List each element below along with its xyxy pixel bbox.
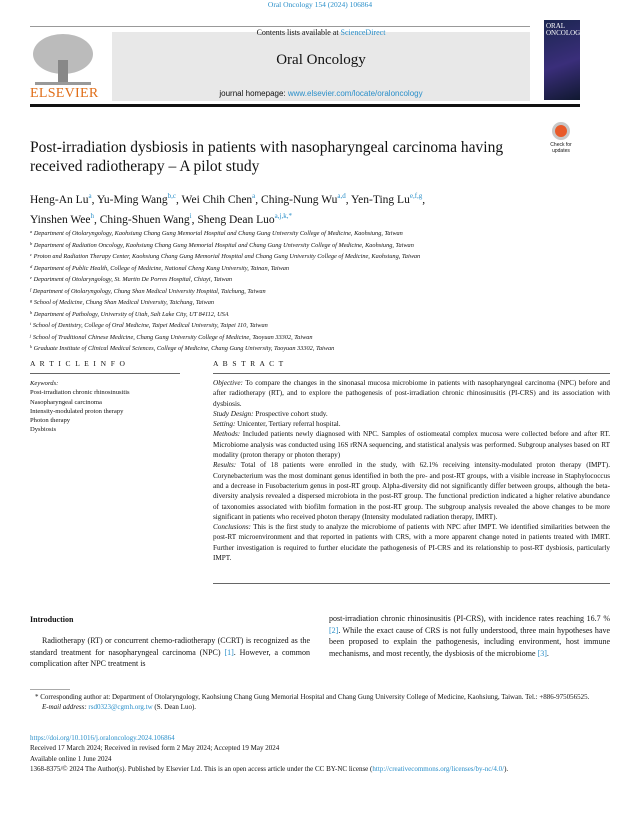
- abstract-section-text: Included patients newly diagnosed with NPC. Samples of ostiomeatal complex mucosa were collected before and after RT. Microbiome analysis was conducted using 16S rRNA sequencing, and statistical analysis was performed. Subgroup analyses based on RT modality (proton therapy or photon therapy): [213, 430, 610, 460]
- abstract-heading: A B S T R A C T: [213, 359, 285, 368]
- author-list: Heng-An Lu$^a$, Yu-Ming Wang$^{b,c}$, Wei Chih Chen$^a$, Ching-Nung Wu$^{a,d}$, Yen-Ting Lu$^{e,f,g}$, Yinshen Wee$^h$, Ching-Shuen Wang$^i$, Sheng Dean Luo$^{a,j,k,*}$: [30, 192, 426, 226]
- affiliation-key: e: [30, 275, 32, 280]
- corresponding-author-footnote: [30, 692, 610, 712]
- keyword: Dysbiosis: [30, 426, 57, 434]
- affiliation-text: Proton and Radiation Therapy Center, Kaohsiung Chang Gung Memorial Hospital and Chang Gung University College of Medicine, Kaohsiung, Taiwan: [33, 253, 421, 260]
- divider: [30, 104, 580, 107]
- affiliation: [30, 296, 610, 308]
- affiliation: [30, 250, 610, 262]
- author-affiliation-marker[interactable]: i: [189, 212, 192, 220]
- journal-name: Oral Oncology: [276, 52, 366, 68]
- affiliation-list: [30, 227, 610, 354]
- check-updates-icon: [552, 122, 570, 140]
- affiliation: [30, 273, 610, 285]
- article-metadata: [30, 733, 610, 774]
- affiliation: [30, 227, 610, 239]
- divider: [30, 689, 70, 690]
- author-name[interactable]: Wei Chih Chen: [181, 194, 253, 206]
- abstract-section: [213, 378, 610, 409]
- abstract-section: [213, 419, 610, 429]
- abstract-section-label: Conclusions:: [213, 523, 251, 532]
- badge-label: Check for updates: [550, 142, 572, 154]
- abstract-section-text: This is the first study to analyze the microbiome of patients with NPC after IMPT. We identified similarities between the post-RT microenvironment and that reported in patients with CRS, with a more apparent change noted in patients treated with IMRT. Further investigation is required to further elucidate the pathogenesis of PI-CRS and its relationship to post-RT dysbiosis, particularly IMPT.: [213, 523, 610, 563]
- author-name[interactable]: Yen-Ting Lu: [351, 194, 410, 206]
- received-dates: Received 17 March 2024; Received in revised form 2 May 2024; Accepted 19 May 2024: [30, 744, 280, 753]
- affiliation-text: Department of Otolaryngology, St. Martin De Porres Hospital, Chiayi, Taiwan: [33, 276, 232, 283]
- affiliation-key: h: [30, 309, 33, 315]
- keyword: Nasopharyngeal carcinoma: [30, 398, 102, 406]
- text: Radiotherapy (RT) or concurrent chemo-radiotherapy (CCRT) is recognized as the standard treatment for nasopharyngeal carcinoma (NPC): [30, 636, 310, 657]
- abstract-section-text: Prospective cohort study.: [253, 409, 328, 418]
- sciencedirect-link[interactable]: ScienceDirect: [340, 28, 386, 37]
- homepage-label: journal homepage:: [219, 89, 288, 98]
- abstract-section: [213, 429, 610, 460]
- affiliation-key: j: [30, 332, 32, 338]
- affiliation-text: Department of Otolaryngology, Chung Shan Medical University Hospital, Taichung, Taiwan: [32, 287, 266, 295]
- author-name[interactable]: Ching-Shuen Wang: [99, 214, 190, 226]
- affiliation: [30, 342, 610, 354]
- abstract-section-text: Total of 18 patients were enrolled in the study, with 62.1% receiving intensity-modulated proton therapy (IMPT). Corynebacterium was the most dominant genus identified in both the pre- and post-RT groups, with a visible increase in Staphylococcus and a decrease in Fusobacterium genus in post-RT group. Alpha-diversity did not significantly differ between groups, although the beta-diversity analysis revealed a dispersed microbiota in the post-RT group. The functional prediction indicated a higher relative abundance of taxonomies associated with biofilm formation in the post-RT group. The subgroup analysis revealed the above changes to be more significant in patients who received photon therapy (Intensity modulated radiation therapy, IMRT).: [213, 461, 610, 521]
- ref-link[interactable]: [1]: [224, 647, 234, 657]
- affiliation-key: k: [30, 344, 32, 349]
- section-heading-introduction: Introduction: [30, 615, 74, 624]
- abstract-section: [213, 522, 610, 563]
- affiliation-text: Department of Pathology, University of Utah, Salt Lake City, UT 84112, USA: [33, 310, 229, 318]
- abstract-section-text: To compare the changes in the sinonasal mucosa microbiome in patients with nasopharyngeal carcinoma (NPC) before and after radiotherapy (RT), and to explore the pathogenesis of post-irradiation chronic rhinosinusitis (PI-CRS) and its association with dysbiosis.: [213, 379, 610, 408]
- intro-paragraph-continued: [329, 613, 610, 660]
- abstract-section: [213, 409, 610, 419]
- author-name[interactable]: Yu-Ming Wang: [96, 194, 168, 206]
- author-name[interactable]: Sheng Dean Luo: [197, 214, 275, 226]
- author-affiliation-marker[interactable]: a: [252, 192, 256, 200]
- text: (S. Dean Luo).: [152, 703, 197, 711]
- keyword: Post-irradiation chronic rhinosinusitis: [30, 389, 130, 397]
- text: . While the exact cause of CRS is not fully understood, three main hypotheses have been proposed to explain the pathogenesis, including environment, host immune mechanisms, and most recently, the dysbiosis of the microbiome: [329, 625, 610, 659]
- affiliation: [30, 308, 610, 320]
- affiliation: [30, 239, 610, 251]
- abstract-section-label: Study Design:: [213, 409, 254, 418]
- abstract-section-label: Setting:: [213, 420, 236, 429]
- affiliation-text: School of Medicine, Chung Shan Medical University, Taichung, Taiwan: [33, 299, 215, 306]
- affiliation-text: Department of Otolaryngology, Kaohsiung Chang Gung Memorial Hospital and Chang Gung University College of Medicine, Kaohsiung, Taiwan: [33, 230, 403, 237]
- affiliation: [30, 331, 610, 343]
- author-affiliation-marker[interactable]: b,c: [167, 192, 176, 200]
- affiliation-text: Graduate Institute of Clinical Medical Sciences, College of Medicine, Chang Gung University, Taoyuan 33302, Taiwan: [33, 345, 335, 352]
- footnote-text: * Corresponding author at: Department of Otolaryngology, Kaohsiung Chang Gung Memorial Hospital and Chang Gung University College of Medicine, Kaohsiung, Taiwan. Tel.: +886-975056525.: [35, 693, 590, 701]
- affiliation-text: Department of Public Health, College of Medicine, National Cheng Kung University, Tainan, Taiwan: [33, 264, 290, 272]
- elsevier-wordmark: ELSEVIER: [30, 86, 99, 101]
- contents-label: Contents lists available at: [256, 28, 341, 37]
- intro-paragraph: [30, 635, 310, 670]
- text: .: [546, 649, 549, 659]
- keywords: [30, 379, 190, 435]
- abstract-section: [213, 460, 610, 522]
- check-for-updates-button[interactable]: [543, 122, 579, 158]
- affiliation-key: f: [30, 286, 32, 292]
- affiliation-text: Department of Radiation Oncology, Kaohsiung Chang Gung Memorial Hospital and Chang Gung University College of Medicine, Kaohsiung, Taiwan: [33, 241, 414, 249]
- keyword: Intensity-modulated proton therapy: [30, 407, 124, 415]
- article-info-heading: A R T I C L E I N F O: [30, 359, 127, 368]
- text: . However, a common complication after NPC treatment is: [30, 647, 311, 669]
- author-affiliation-marker[interactable]: a,d: [337, 192, 346, 200]
- text: post-irradiation chronic rhinosinusitis (PI-CRS), with incidence rates reaching 16.7 %: [329, 614, 610, 623]
- abstract-section-text: Unicenter, Tertiary referral hospital.: [235, 420, 341, 429]
- affiliation-key: d: [30, 263, 33, 269]
- affiliation: [30, 285, 610, 297]
- article-title: Post-irradiation dysbiosis in patients with nasopharyngeal carcinoma having received radiotherapy – A pilot study: [30, 139, 504, 175]
- affiliation-text: School of Dentistry, College of Oral Medicine, Taipei Medical University, Taipei 110, Taiwan: [32, 322, 268, 329]
- divider: [30, 26, 530, 27]
- journal-header: [112, 28, 530, 101]
- affiliation-key: i: [30, 321, 32, 326]
- abstract-section-label: Results:: [213, 461, 237, 470]
- doi-link[interactable]: https://doi.org/10.1016/j.oraloncology.2024.106864: [30, 734, 175, 742]
- author-name[interactable]: Yinshen Wee: [30, 214, 91, 226]
- affiliation-key: c: [30, 252, 32, 257]
- author-affiliation-marker[interactable]: a,j,k,*: [274, 212, 292, 220]
- affiliation-key: a: [30, 229, 33, 234]
- keyword: Photon therapy: [30, 417, 71, 425]
- divider: [213, 583, 610, 584]
- affiliation: [30, 319, 610, 331]
- abstract-section-label: Methods:: [213, 430, 241, 439]
- abstract-body: [213, 378, 610, 563]
- journal-citation[interactable]: Oral Oncology 154 (2024) 106864: [267, 0, 373, 9]
- email-link[interactable]: rsd0323@cgmh.org.tw: [88, 703, 153, 711]
- email-label: E-mail address:: [42, 703, 89, 711]
- keywords-label: Keywords:: [30, 380, 59, 387]
- license-link[interactable]: http://creativecommons.org/licenses/by-nc/4.0/: [372, 764, 505, 773]
- affiliation-text: School of Traditional Chinese Medicine, Chang Gung University College of Medicine, Taoyuan 33302, Taiwan: [32, 333, 313, 341]
- online-date: Available online 1 June 2024: [30, 754, 112, 763]
- abstract-section-label: Objective:: [213, 379, 243, 387]
- homepage-link[interactable]: www.elsevier.com/locate/oraloncology: [287, 89, 423, 98]
- author-name[interactable]: Ching-Nung Wu: [261, 194, 338, 206]
- divider: [30, 373, 180, 374]
- ref-link[interactable]: [3]: [537, 649, 547, 659]
- license-text: 1368-8375/© 2024 The Author(s). Published by Elsevier Ltd. This is an open access article under the CC BY-NC license (: [30, 764, 373, 773]
- journal-cover[interactable]: ORAL ONCOLOGY: [544, 20, 580, 100]
- author-name[interactable]: Heng-An Lu: [30, 194, 89, 206]
- divider: [213, 373, 610, 374]
- affiliation-key: b: [30, 240, 33, 246]
- author-affiliation-marker[interactable]: h: [90, 212, 95, 220]
- affiliation-key: g: [30, 298, 33, 303]
- text: ).: [504, 764, 509, 773]
- author-affiliation-marker[interactable]: a: [88, 192, 92, 200]
- ref-link[interactable]: [2]: [329, 625, 339, 635]
- affiliation: [30, 262, 610, 274]
- author-affiliation-marker[interactable]: e,f,g: [409, 192, 423, 200]
